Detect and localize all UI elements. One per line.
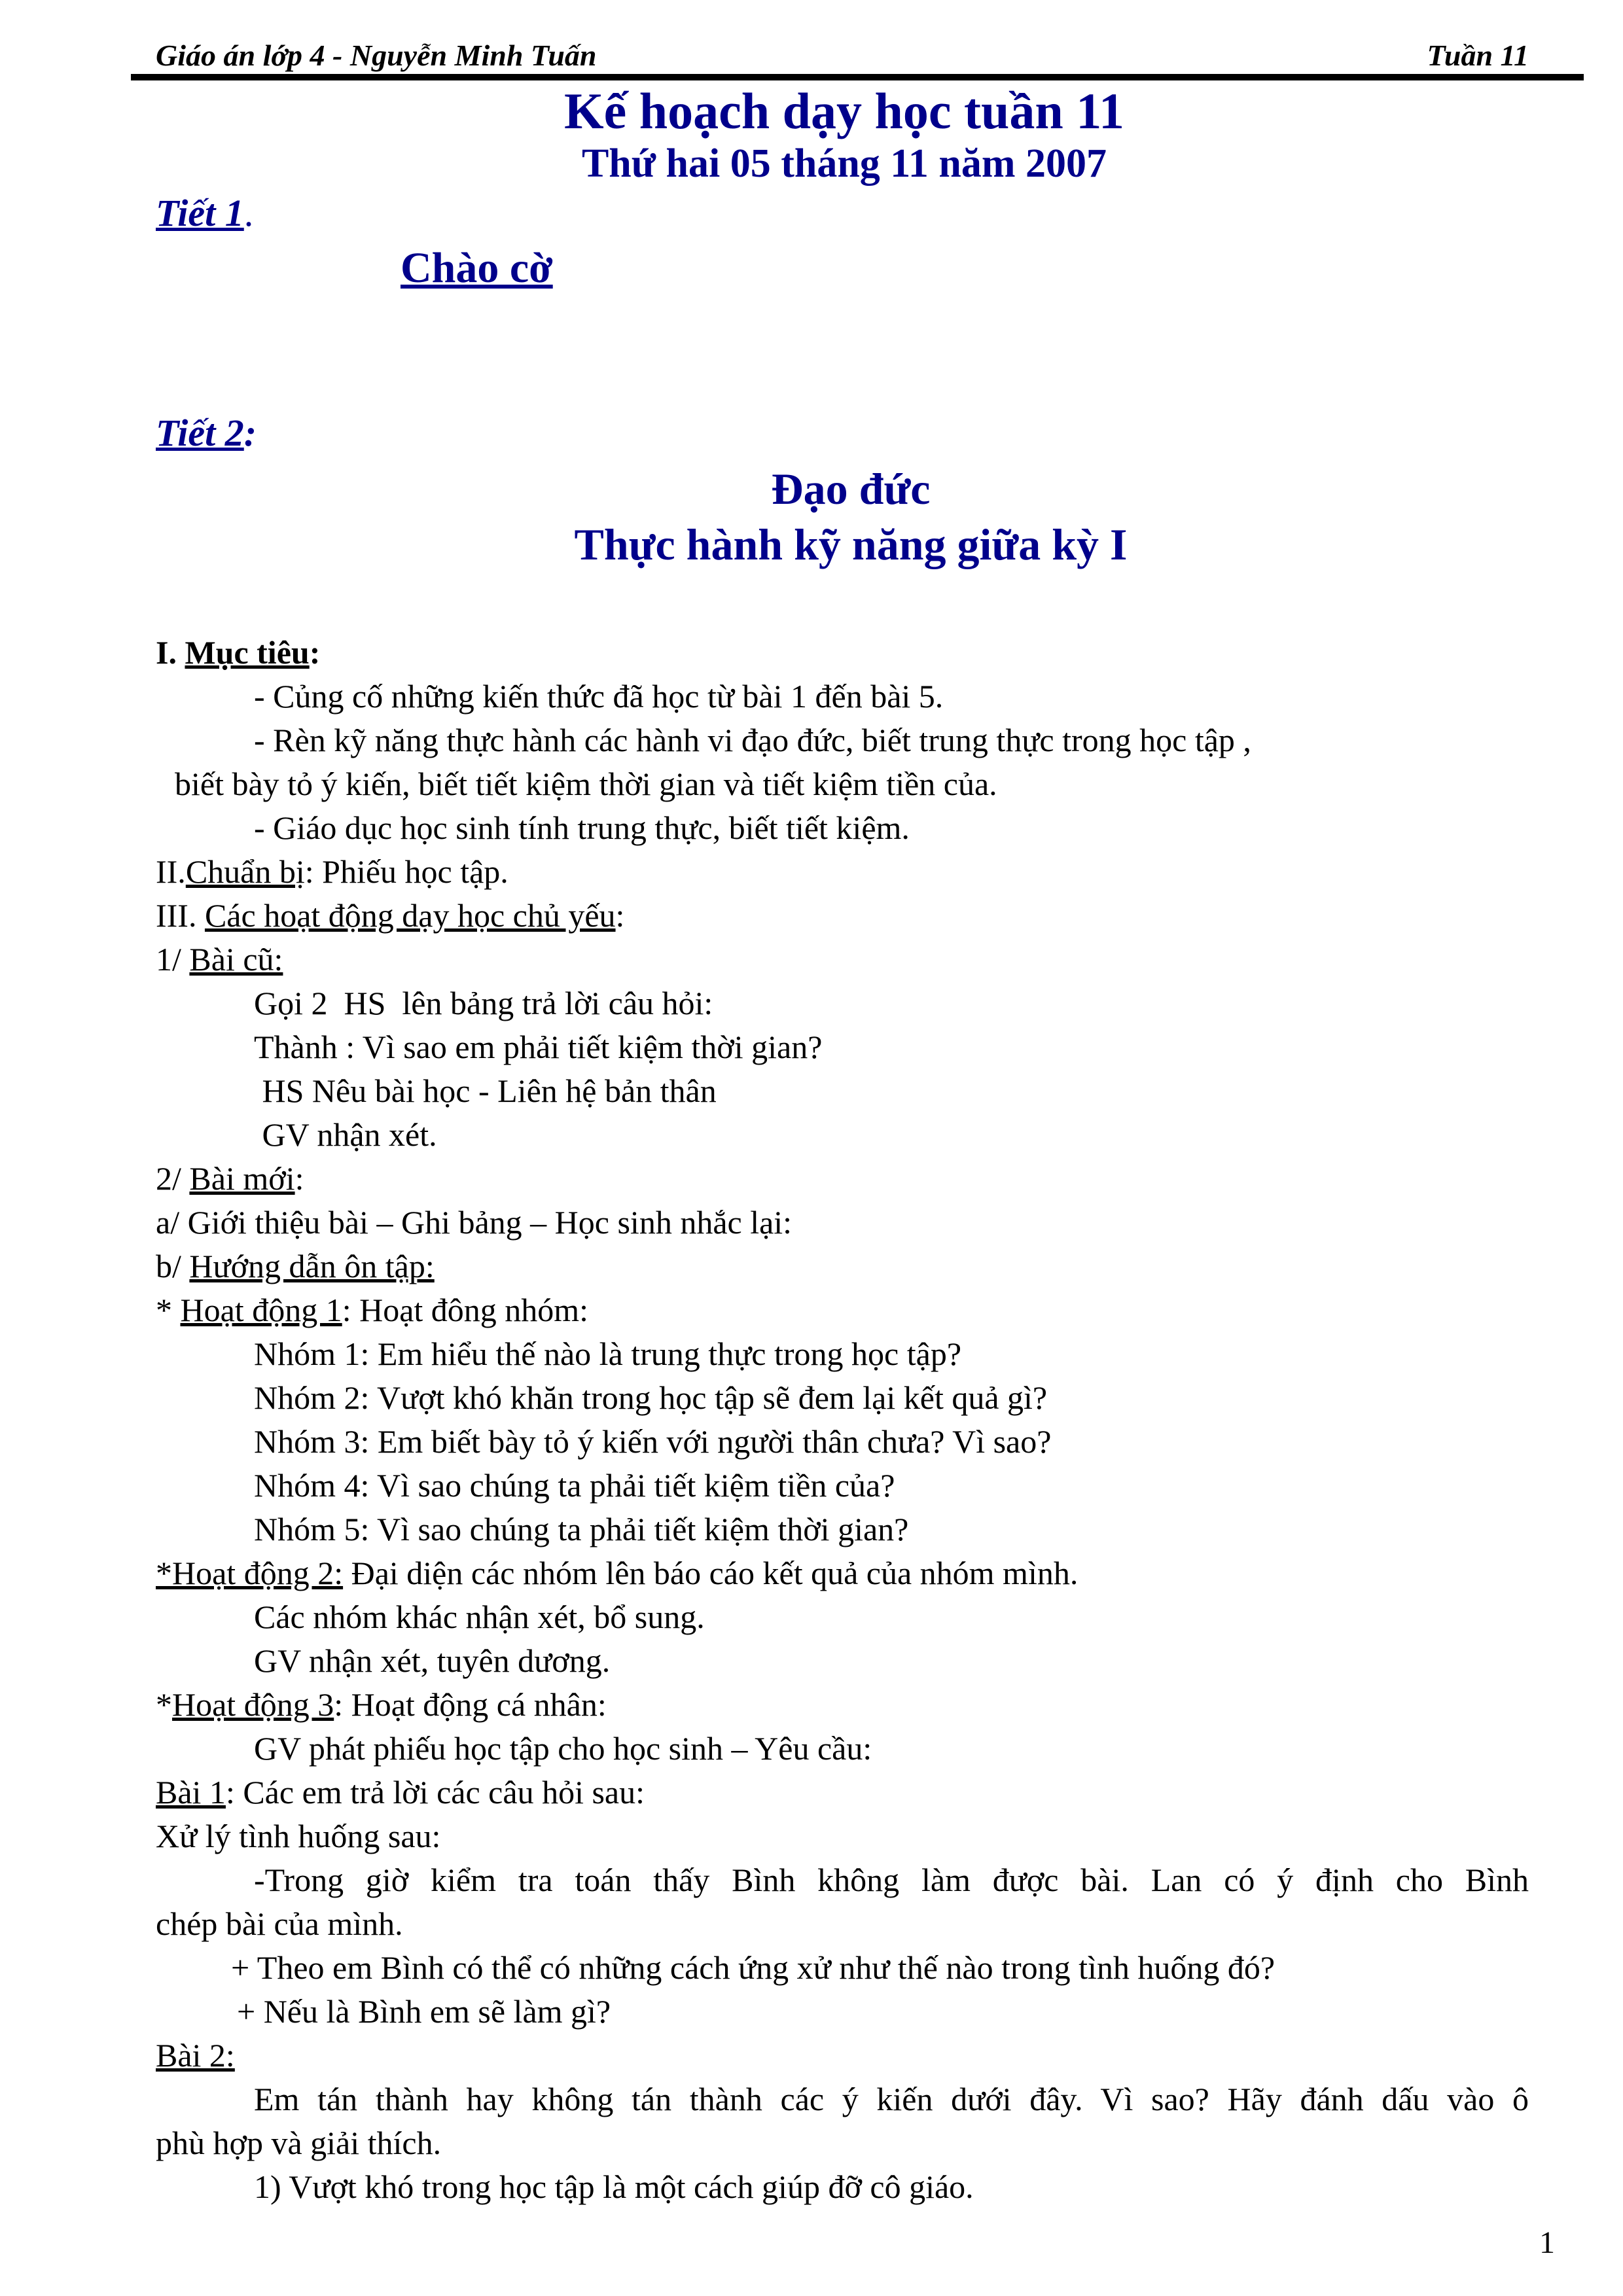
review-guide-label: Hướng dẫn ôn tập: bbox=[189, 1248, 435, 1284]
objectives-suffix: : bbox=[309, 634, 321, 671]
objectives-prefix: I. bbox=[156, 634, 185, 671]
objective-item: biết bày tỏ ý kiến, biết tiết kiệm thời gian và tiết kiệm tiền của. bbox=[175, 766, 997, 802]
exercise-1-heading bbox=[156, 1773, 645, 1811]
review-guide-heading bbox=[156, 1247, 435, 1285]
activity-2-text: Đại diện các nhóm lên báo cáo kết quả của nhóm mình. bbox=[343, 1555, 1079, 1591]
activity-2-line: GV nhận xét, tuyên dương. bbox=[254, 1642, 611, 1679]
exercise-1-paragraph-end: chép bài của mình. bbox=[156, 1905, 403, 1942]
activity-1-label: Hoạt động 1 bbox=[180, 1292, 342, 1328]
activities-suffix: : bbox=[615, 897, 625, 934]
exercise-1-situation: Xử lý tình huống sau: bbox=[156, 1818, 441, 1854]
objective-item: - Giáo dục học sinh tính trung thực, biết tiết kiệm. bbox=[254, 809, 910, 846]
new-lesson-heading bbox=[156, 1159, 304, 1197]
old-lesson-line: GV nhận xét. bbox=[254, 1116, 437, 1153]
activity-3-label: Hoạt động 3 bbox=[172, 1686, 334, 1723]
objectives-label: Mục tiêu bbox=[185, 634, 310, 671]
activity-3-line: GV phát phiếu học tập cho học sinh – Yêu cầu: bbox=[254, 1730, 872, 1767]
objective-item: - Rèn kỹ năng thực hành các hành vi đạo đức, biết trung thực trong học tập , bbox=[254, 722, 1251, 758]
new-lesson-prefix: 2/ bbox=[156, 1160, 190, 1197]
group-question: Nhóm 2: Vượt khó khăn trong học tập sẽ đem lại kết quả gì? bbox=[254, 1379, 1048, 1416]
preparation-text: : Phiếu học tập. bbox=[304, 853, 508, 890]
preparation-line bbox=[156, 853, 508, 891]
header-week: Tuần 11 bbox=[1427, 39, 1529, 72]
preparation-prefix: II. bbox=[156, 853, 186, 890]
header-author: Giáo án lớp 4 - Nguyễn Minh Tuấn bbox=[156, 39, 597, 72]
preparation-label: Chuẩn bị bbox=[185, 853, 305, 890]
new-lesson-intro: a/ Giới thiệu bài – Ghi bảng – Học sinh nhắc lại: bbox=[156, 1204, 793, 1241]
group-question: Nhóm 3: Em biết bày tỏ ý kiến với người thân chưa? Vì sao? bbox=[254, 1423, 1052, 1460]
old-lesson-heading bbox=[156, 940, 283, 978]
new-lesson-suffix: : bbox=[294, 1160, 304, 1197]
exercise-2-paragraph: Em tán thành hay không tán thành các ý kiến dưới đây. Vì sao? Hãy đánh dấu vào ô bbox=[254, 2081, 1529, 2117]
objectives-heading bbox=[156, 633, 320, 671]
new-lesson-label: Bài mới bbox=[189, 1160, 295, 1197]
period-2-subject: Đạo đức bbox=[771, 464, 931, 514]
activity-3-text: : Hoạt động cá nhân: bbox=[334, 1686, 607, 1723]
activities-heading bbox=[156, 896, 624, 934]
exercise-1-question: + Nếu là Bình em sẽ làm gì? bbox=[237, 1993, 611, 2030]
activity-1-prefix: * bbox=[156, 1292, 181, 1328]
period-1-heading bbox=[156, 191, 253, 235]
exercise-1-question: + Theo em Bình có thể có những cách ứng xử như thế nào trong tình huống đó? bbox=[231, 1949, 1275, 1986]
page-title: Kế hoạch dạy học tuần 11 bbox=[564, 82, 1124, 139]
activity-3-prefix: * bbox=[156, 1686, 172, 1723]
page-number: 1 bbox=[1539, 2225, 1555, 2260]
objective-item: - Củng cố những kiến thức đã học từ bài 1 đến bài 5. bbox=[254, 678, 944, 715]
activities-label: Các hoạt động dạy học chủ yếu bbox=[204, 897, 616, 934]
old-lesson-prefix: 1/ bbox=[156, 941, 190, 978]
activity-1-text: : Hoạt đông nhóm: bbox=[342, 1292, 589, 1328]
period-1-subject: Chào cờ bbox=[401, 244, 553, 292]
exercise-1-text: : Các em trả lời các câu hỏi sau: bbox=[225, 1774, 645, 1810]
exercise-1-paragraph: -Trong giờ kiểm tra toán thấy Bình không làm được bài. Lan có ý định cho Bình bbox=[254, 1862, 1529, 1898]
page-date: Thứ hai 05 tháng 11 năm 2007 bbox=[581, 141, 1107, 186]
exercise-1-label: Bài 1 bbox=[156, 1774, 226, 1810]
group-question: Nhóm 4: Vì sao chúng ta phải tiết kiệm tiền của? bbox=[254, 1467, 895, 1504]
group-question: Nhóm 5: Vì sao chúng ta phải tiết kiệm thời gian? bbox=[254, 1511, 909, 1547]
exercise-2-paragraph-end: phù hợp và giải thích. bbox=[156, 2125, 442, 2161]
activity-2-line: Các nhóm khác nhận xét, bổ sung. bbox=[254, 1598, 705, 1635]
period-1-label: Tiết 1 bbox=[156, 192, 244, 234]
period-2-suffix: : bbox=[243, 412, 257, 454]
header-rule bbox=[131, 74, 1584, 80]
old-lesson-label: Bài cũ: bbox=[189, 941, 283, 978]
page-header bbox=[156, 38, 1529, 77]
activity-3-heading bbox=[156, 1686, 607, 1723]
activity-1-heading bbox=[156, 1291, 588, 1329]
old-lesson-line: Thành : Vì sao em phải tiết kiệm thời gian? bbox=[254, 1029, 823, 1065]
period-2-heading bbox=[156, 411, 257, 455]
period-2-label: Tiết 2 bbox=[156, 412, 244, 454]
old-lesson-line: Gọi 2 HS lên bảng trả lời câu hỏi: bbox=[254, 985, 713, 1021]
exercise-2-item: 1) Vượt khó trong học tập là một cách giúp đỡ cô giáo. bbox=[254, 2168, 974, 2205]
exercise-2-label: Bài 2: bbox=[156, 2037, 235, 2074]
period-1-suffix: . bbox=[243, 192, 254, 234]
review-guide-prefix: b/ bbox=[156, 1248, 190, 1284]
activities-prefix: III. bbox=[156, 897, 205, 934]
old-lesson-line: HS Nêu bài học - Liên hệ bản thân bbox=[254, 1072, 717, 1109]
activity-2-label: *Hoạt động 2: bbox=[156, 1555, 344, 1591]
activity-2-heading bbox=[156, 1554, 1078, 1592]
period-2-lesson: Thực hành kỹ năng giữa kỳ I bbox=[574, 520, 1128, 569]
group-question: Nhóm 1: Em hiểu thế nào là trung thực trong học tập? bbox=[254, 1335, 962, 1372]
